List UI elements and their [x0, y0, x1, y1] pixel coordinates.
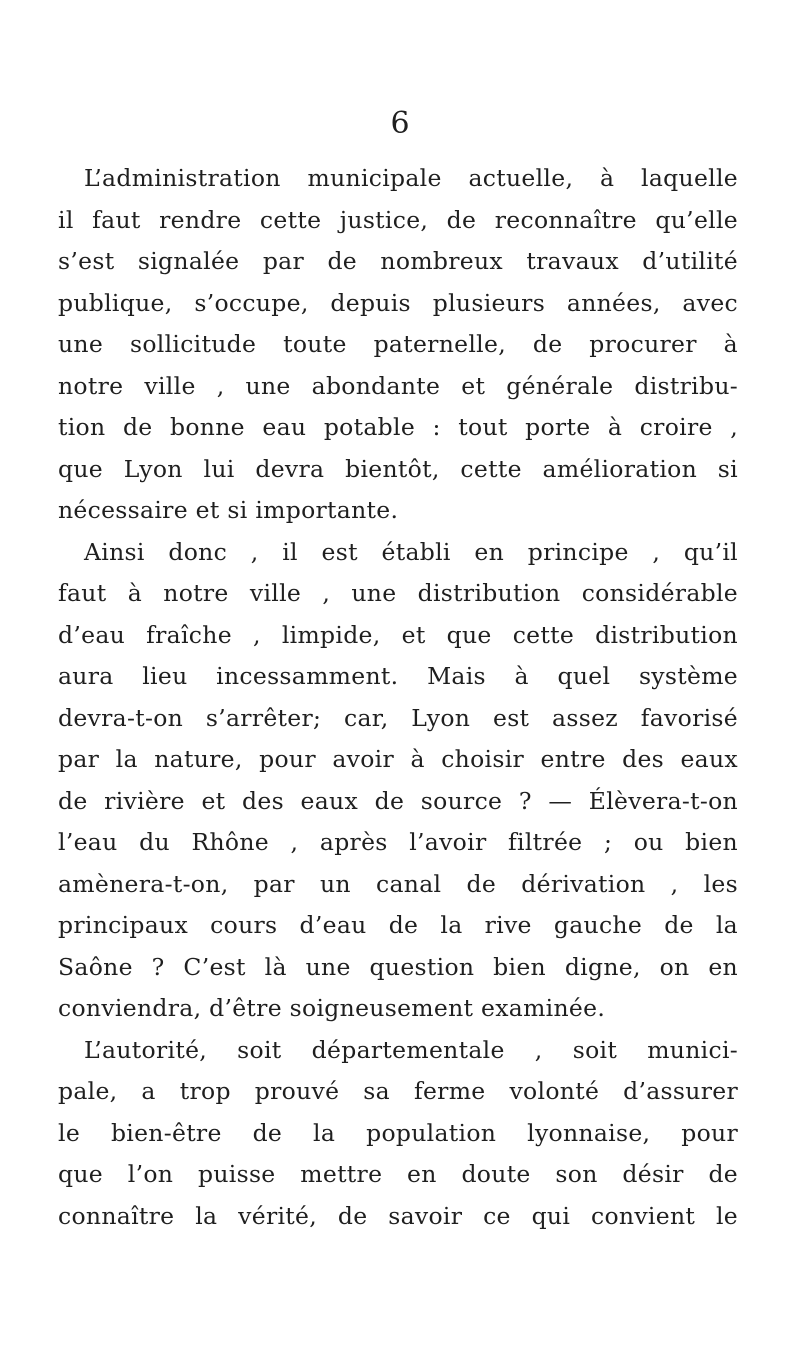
text-line: que Lyon lui devra bientôt, cette amélioration si [58, 454, 738, 483]
text-line: s’est signalée par de nombreux travaux d’utilité [58, 247, 738, 275]
text-line: nécessaire et si importante. [58, 496, 399, 524]
text-line: publique, s’occupe, depuis plusieurs années, avec [58, 288, 738, 317]
text-line: notre ville , une abondante et générale distribu- [58, 371, 738, 400]
text-line: tion de bonne eau potable : tout porte à croire , [58, 413, 738, 441]
text-line: par la nature, pour avoir à choisir entre des eaux [58, 745, 738, 773]
text-line: l’eau du Rhône , après l’avoir filtrée ; ou bien [58, 828, 738, 856]
text-line: Ainsi donc , il est établi en principe , qu’il [84, 537, 738, 566]
text-line: L’autorité, soit départementale , soit munici- [84, 1035, 738, 1064]
text-line: d’eau fraîche , limpide, et que cette distribution [58, 620, 738, 649]
text-line: aura lieu incessamment. Mais à quel système [58, 662, 738, 690]
text-line: pale, a trop prouvé sa ferme volonté d’assurer [58, 1077, 738, 1105]
text-line: L’administration municipale actuelle, à laquelle [84, 164, 738, 192]
text-line: que l’on puisse mettre en doute son désir de [58, 1160, 738, 1188]
text-line: de rivière et des eaux de source ? — Élèvera-t-on [58, 786, 738, 815]
text-line: conviendra, d’être soigneusement examinée. [58, 994, 606, 1022]
text-line: amènera-t-on, par un canal de dérivation , les [58, 869, 738, 898]
text-line: il faut rendre cette justice, de reconnaître qu’elle [58, 205, 738, 234]
text-line: principaux cours d’eau de la rive gauche de la [58, 911, 738, 939]
text-line: devra-t-on s’arrêter; car, Lyon est assez favorisé [58, 703, 738, 732]
text-line: une sollicitude toute paternelle, de procurer à [58, 330, 738, 358]
text-line: Saône ? C’est là une question bien digne, on en [58, 952, 738, 981]
page-number: 6 [390, 106, 410, 141]
text-line: connaître la vérité, de savoir ce qui convient le [58, 1201, 738, 1230]
body-text [58, 158, 738, 1237]
text-line: faut à notre ville , une distribution considérable [58, 579, 738, 607]
text-line: le bien-être de la population lyonnaise, pour [58, 1118, 738, 1147]
